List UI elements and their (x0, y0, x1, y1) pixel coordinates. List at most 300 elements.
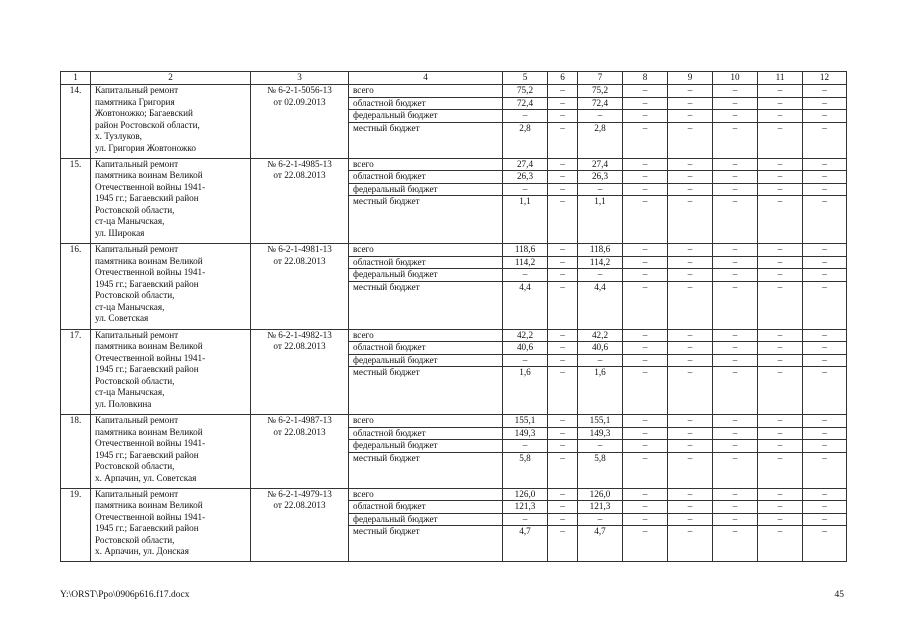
object-name-line: 1945 гг.; Багаевский район (95, 523, 199, 533)
amount-cell: – (713, 342, 758, 355)
amount-cell: – (623, 513, 668, 526)
amount-cell: – (758, 513, 803, 526)
budget-source-label: областной бюджет (349, 342, 503, 355)
budget-row (61, 415, 847, 428)
amount-cell: – (803, 110, 847, 123)
amount-cell: – (503, 354, 548, 367)
amount-cell: – (503, 513, 548, 526)
amount-cell: 27,4 (503, 158, 548, 171)
budget-source-label: областной бюджет (349, 171, 503, 184)
amount-cell: 72,4 (578, 97, 623, 110)
object-name-line: ул. Половкина (95, 398, 152, 409)
budget-source-label: всего (349, 415, 503, 428)
budget-source-label: областной бюджет (349, 97, 503, 110)
object-name-line: памятника воинам Великой (95, 170, 203, 180)
amount-cell: – (548, 329, 578, 342)
contract-info (251, 244, 349, 330)
amount-cell: – (668, 196, 713, 244)
object-name (91, 329, 251, 415)
amount-cell: – (803, 269, 847, 282)
amount-cell: – (548, 110, 578, 123)
row-index: 14. (61, 85, 91, 159)
amount-cell: – (668, 269, 713, 282)
amount-cell: – (758, 415, 803, 428)
amount-cell: – (668, 513, 713, 526)
amount-cell: 1,1 (503, 196, 548, 244)
object-name-line: ст-ца Манычская, (95, 387, 165, 397)
amount-cell: – (668, 526, 713, 562)
row-index: 18. (61, 415, 91, 489)
amount-cell: – (758, 85, 803, 98)
amount-cell: 155,1 (503, 415, 548, 428)
amount-cell: – (623, 354, 668, 367)
amount-cell: – (668, 183, 713, 196)
amount-cell: – (803, 122, 847, 158)
amount-cell: 126,0 (578, 488, 623, 501)
amount-cell: – (548, 427, 578, 440)
object-name-line: памятника воинам Великой (95, 341, 203, 351)
object-name-line: Ростовской области, (95, 534, 175, 545)
object-name-line: Ростовской области, (95, 375, 175, 386)
budget-source-label: областной бюджет (349, 501, 503, 514)
contract-info (251, 415, 349, 489)
object-name-line: х. Арпачин, ул. Донская (95, 546, 189, 556)
amount-cell: – (713, 513, 758, 526)
amount-cell: – (803, 281, 847, 329)
amount-cell: 42,2 (578, 329, 623, 342)
amount-cell: 114,2 (503, 256, 548, 269)
object-name-line: Капитальный ремонт (95, 488, 179, 499)
amount-cell: – (713, 196, 758, 244)
amount-cell: – (758, 196, 803, 244)
amount-cell: – (758, 329, 803, 342)
row-index: 15. (61, 158, 91, 244)
amount-cell: – (758, 488, 803, 501)
amount-cell: – (713, 526, 758, 562)
amount-cell: – (668, 110, 713, 123)
budget-source-label: федеральный бюджет (349, 354, 503, 367)
amount-cell: – (713, 427, 758, 440)
amount-cell: – (668, 354, 713, 367)
amount-cell: – (668, 342, 713, 355)
object-name (91, 85, 251, 159)
amount-cell: – (668, 501, 713, 514)
amount-cell: – (668, 329, 713, 342)
amount-cell: – (713, 97, 758, 110)
column-number-header: 4 (349, 72, 503, 85)
object-name-line: Ростовской области, (95, 204, 175, 215)
amount-cell: – (668, 256, 713, 269)
budget-source-label: федеральный бюджет (349, 183, 503, 196)
budget-source-label: федеральный бюджет (349, 110, 503, 123)
amount-cell: – (623, 329, 668, 342)
amount-cell: – (578, 110, 623, 123)
amount-cell: – (668, 158, 713, 171)
amount-cell: 5,8 (503, 452, 548, 488)
amount-cell: – (623, 256, 668, 269)
amount-cell: – (713, 281, 758, 329)
amount-cell: – (668, 452, 713, 488)
object-name-line: Ростовской области, (95, 290, 175, 300)
contract-line: от 22.08.2013 (273, 426, 326, 437)
object-name-line: Отечественной войны 1941- (95, 352, 206, 363)
budget-source-label: всего (349, 158, 503, 171)
amount-cell: – (668, 367, 713, 415)
amount-cell: – (713, 440, 758, 453)
contract-line: от 22.08.2013 (273, 500, 326, 510)
object-name-line: Отечественной войны 1941- (95, 438, 206, 448)
amount-cell: – (758, 110, 803, 123)
object-name-line: 1945 гг.; Багаевский район (95, 449, 199, 460)
contract-line: № 6-2-1-4982-13 (267, 329, 332, 340)
amount-cell: – (758, 269, 803, 282)
amount-cell: – (803, 171, 847, 184)
column-number-header: 8 (623, 72, 668, 85)
amount-cell: – (713, 171, 758, 184)
column-number-header: 7 (578, 72, 623, 85)
column-number-header: 5 (503, 72, 548, 85)
amount-cell: – (578, 513, 623, 526)
contract-line: от 22.08.2013 (273, 255, 326, 266)
amount-cell: – (623, 97, 668, 110)
amount-cell: – (803, 427, 847, 440)
budget-source-label: местный бюджет (349, 196, 503, 244)
amount-cell: – (548, 256, 578, 269)
budget-source-label: всего (349, 85, 503, 98)
amount-cell: – (548, 97, 578, 110)
amount-cell: – (668, 171, 713, 184)
amount-cell: – (578, 183, 623, 196)
contract-line: № 6-2-1-4985-13 (267, 158, 332, 169)
amount-cell: – (668, 440, 713, 453)
amount-cell: – (668, 488, 713, 501)
amount-cell: – (623, 85, 668, 98)
object-name-line: Капитальный ремонт (95, 329, 179, 340)
amount-cell: – (758, 183, 803, 196)
amount-cell: – (803, 415, 847, 428)
amount-cell: – (713, 256, 758, 269)
object-name (91, 488, 251, 562)
amount-cell: – (623, 183, 668, 196)
row-index: 19. (61, 488, 91, 562)
amount-cell: – (758, 342, 803, 355)
amount-cell: – (713, 415, 758, 428)
amount-cell: – (803, 97, 847, 110)
budget-row (61, 244, 847, 257)
amount-cell: – (758, 97, 803, 110)
amount-cell: – (548, 367, 578, 415)
object-name-line: памятника Григория (95, 96, 175, 107)
budget-source-label: местный бюджет (349, 281, 503, 329)
object-name-line: 1945 гг.; Багаевский район (95, 364, 199, 374)
amount-cell: 155,1 (578, 415, 623, 428)
object-name-line: памятника воинам Великой (95, 500, 203, 510)
amount-cell: 40,6 (503, 342, 548, 355)
amount-cell: – (758, 526, 803, 562)
amount-cell: – (503, 110, 548, 123)
object-name-line: ул. Советская (95, 313, 149, 323)
amount-cell: – (623, 452, 668, 488)
amount-cell: – (758, 501, 803, 514)
amount-cell: – (713, 122, 758, 158)
budget-row (61, 158, 847, 171)
amount-cell: – (548, 526, 578, 562)
amount-cell: – (548, 244, 578, 257)
amount-cell: – (548, 488, 578, 501)
amount-cell: 40,6 (578, 342, 623, 355)
amount-cell: – (803, 196, 847, 244)
object-name-line: Отечественной войны 1941- (95, 267, 206, 277)
amount-cell: – (803, 452, 847, 488)
amount-cell: – (758, 158, 803, 171)
contract-line: от 02.09.2013 (273, 96, 326, 107)
amount-cell: – (623, 281, 668, 329)
column-number-header: 3 (251, 72, 349, 85)
amount-cell: – (713, 354, 758, 367)
amount-cell: – (503, 440, 548, 453)
amount-cell: 149,3 (503, 427, 548, 440)
object-name-line: Ростовской области, (95, 461, 175, 471)
amount-cell: – (803, 526, 847, 562)
amount-cell: – (758, 244, 803, 257)
page-number: 45 (834, 590, 844, 600)
amount-cell: – (758, 122, 803, 158)
budget-source-label: всего (349, 329, 503, 342)
object-name (91, 244, 251, 330)
budget-source-label: всего (349, 488, 503, 501)
object-name-line: ул. Широкая (95, 227, 145, 238)
amount-cell: 114,2 (578, 256, 623, 269)
amount-cell: – (803, 158, 847, 171)
amount-cell: – (758, 427, 803, 440)
contract-line: от 22.08.2013 (273, 170, 326, 180)
column-number-header: 11 (758, 72, 803, 85)
contract-line: № 6-2-1-4987-13 (267, 415, 332, 425)
amount-cell: – (803, 501, 847, 514)
contract-line: от 22.08.2013 (273, 341, 326, 351)
amount-cell: 1,6 (503, 367, 548, 415)
amount-cell: – (548, 122, 578, 158)
amount-cell: 27,4 (578, 158, 623, 171)
object-name (91, 415, 251, 489)
amount-cell: – (623, 158, 668, 171)
object-name-line: ул. Григория Жовтоножко (95, 142, 196, 153)
budget-source-label: всего (349, 244, 503, 257)
object-name-line: Жовтоножко; Багаевский (95, 108, 193, 118)
amount-cell: 121,3 (578, 501, 623, 514)
object-name-line: памятника воинам Великой (95, 255, 203, 266)
contract-info (251, 329, 349, 415)
amount-cell: – (623, 110, 668, 123)
object-name-line: Капитальный ремонт (95, 415, 179, 425)
amount-cell: – (503, 269, 548, 282)
object-name-line: Отечественной войны 1941- (95, 511, 206, 522)
amount-cell: – (758, 440, 803, 453)
amount-cell: 2,8 (578, 122, 623, 158)
amount-cell: – (578, 269, 623, 282)
budget-source-label: местный бюджет (349, 452, 503, 488)
amount-cell: – (548, 513, 578, 526)
amount-cell: – (758, 171, 803, 184)
amount-cell: – (803, 244, 847, 257)
amount-cell: – (713, 501, 758, 514)
object-name-line: ст-ца Манычская, (95, 216, 165, 226)
budget-source-label: местный бюджет (349, 122, 503, 158)
amount-cell: 118,6 (503, 244, 548, 257)
amount-cell: – (548, 415, 578, 428)
amount-cell: 2,8 (503, 122, 548, 158)
amount-cell: 4,7 (578, 526, 623, 562)
object-name-line: район Ростовской области, (95, 119, 200, 130)
amount-cell: – (713, 158, 758, 171)
column-number-header: 9 (668, 72, 713, 85)
column-number-header: 6 (548, 72, 578, 85)
footer-file-path: Y:\ORST\Ppo\0906p616.f17.docx (60, 590, 190, 600)
amount-cell: – (668, 427, 713, 440)
column-number-header: 10 (713, 72, 758, 85)
amount-cell: – (668, 97, 713, 110)
column-number-header: 1 (61, 72, 91, 85)
amount-cell: 4,4 (578, 281, 623, 329)
amount-cell: – (803, 256, 847, 269)
object-name (91, 158, 251, 244)
amount-cell: – (548, 354, 578, 367)
amount-cell: – (548, 269, 578, 282)
amount-cell: – (758, 367, 803, 415)
amount-cell: – (803, 440, 847, 453)
budget-row (61, 488, 847, 501)
budget-source-label: областной бюджет (349, 256, 503, 269)
amount-cell: – (668, 85, 713, 98)
amount-cell: 72,4 (503, 97, 548, 110)
amount-cell: – (803, 342, 847, 355)
amount-cell: – (668, 122, 713, 158)
object-name-line: памятника воинам Великой (95, 426, 203, 437)
contract-line: № 6-2-1-4979-13 (267, 488, 332, 499)
amount-cell: – (758, 354, 803, 367)
amount-cell: – (713, 452, 758, 488)
amount-cell: – (758, 281, 803, 329)
object-name-line: Отечественной войны 1941- (95, 181, 206, 192)
amount-cell: – (713, 329, 758, 342)
object-name-line: Капитальный ремонт (95, 158, 179, 169)
amount-cell: – (803, 183, 847, 196)
contract-info (251, 85, 349, 159)
amount-cell: 1,6 (578, 367, 623, 415)
amount-cell: – (623, 342, 668, 355)
amount-cell: – (503, 183, 548, 196)
column-number-header: 12 (803, 72, 847, 85)
amount-cell: – (803, 488, 847, 501)
budget-row (61, 329, 847, 342)
object-name-line: Капитальный ремонт (95, 244, 179, 254)
amount-cell: – (623, 501, 668, 514)
amount-cell: – (578, 440, 623, 453)
amount-cell: 121,3 (503, 501, 548, 514)
funding-table (60, 71, 847, 562)
amount-cell: 4,4 (503, 281, 548, 329)
amount-cell: – (623, 196, 668, 244)
amount-cell: 149,3 (578, 427, 623, 440)
contract-line: № 6-2-1-5056-13 (267, 85, 332, 95)
amount-cell: – (578, 354, 623, 367)
amount-cell: – (548, 196, 578, 244)
amount-cell: – (713, 367, 758, 415)
contract-line: № 6-2-1-4981-13 (267, 244, 332, 254)
amount-cell: – (548, 452, 578, 488)
amount-cell: – (548, 158, 578, 171)
amount-cell: – (758, 452, 803, 488)
budget-source-label: федеральный бюджет (349, 513, 503, 526)
amount-cell: – (713, 269, 758, 282)
amount-cell: – (548, 281, 578, 329)
amount-cell: 118,6 (578, 244, 623, 257)
amount-cell: – (623, 269, 668, 282)
amount-cell: – (713, 85, 758, 98)
budget-source-label: местный бюджет (349, 526, 503, 562)
amount-cell: 42,2 (503, 329, 548, 342)
amount-cell: – (668, 244, 713, 257)
amount-cell: – (623, 122, 668, 158)
object-name-line: 1945 гг.; Багаевский район (95, 278, 199, 289)
amount-cell: – (803, 329, 847, 342)
amount-cell: – (803, 85, 847, 98)
row-index: 16. (61, 244, 91, 330)
object-name-line: 1945 гг.; Багаевский район (95, 193, 199, 203)
amount-cell: 126,0 (503, 488, 548, 501)
amount-cell: – (713, 110, 758, 123)
amount-cell: 75,2 (503, 85, 548, 98)
amount-cell: 5,8 (578, 452, 623, 488)
amount-cell: – (548, 183, 578, 196)
object-name-line: Капитальный ремонт (95, 85, 179, 95)
budget-source-label: федеральный бюджет (349, 269, 503, 282)
budget-source-label: местный бюджет (349, 367, 503, 415)
amount-cell: – (623, 171, 668, 184)
amount-cell: 75,2 (578, 85, 623, 98)
amount-cell: – (623, 440, 668, 453)
object-name-line: х. Арпачин, ул. Советская (95, 472, 197, 483)
amount-cell: – (623, 427, 668, 440)
amount-cell: – (623, 488, 668, 501)
amount-cell: – (668, 281, 713, 329)
amount-cell: – (548, 171, 578, 184)
amount-cell: – (623, 415, 668, 428)
budget-source-label: областной бюджет (349, 427, 503, 440)
budget-source-label: федеральный бюджет (349, 440, 503, 453)
amount-cell: – (548, 501, 578, 514)
amount-cell: 1,1 (578, 196, 623, 244)
amount-cell: – (758, 256, 803, 269)
amount-cell: 4,7 (503, 526, 548, 562)
amount-cell: – (623, 244, 668, 257)
column-number-row (61, 72, 847, 85)
amount-cell: – (548, 342, 578, 355)
amount-cell: – (803, 513, 847, 526)
amount-cell: – (548, 85, 578, 98)
contract-info (251, 488, 349, 562)
amount-cell: 26,3 (503, 171, 548, 184)
amount-cell: – (623, 526, 668, 562)
amount-cell: – (713, 488, 758, 501)
amount-cell: 26,3 (578, 171, 623, 184)
amount-cell: – (668, 415, 713, 428)
row-index: 17. (61, 329, 91, 415)
column-number-header: 2 (91, 72, 251, 85)
contract-info (251, 158, 349, 244)
amount-cell: – (803, 367, 847, 415)
object-name-line: ст-ца Манычская, (95, 301, 165, 312)
